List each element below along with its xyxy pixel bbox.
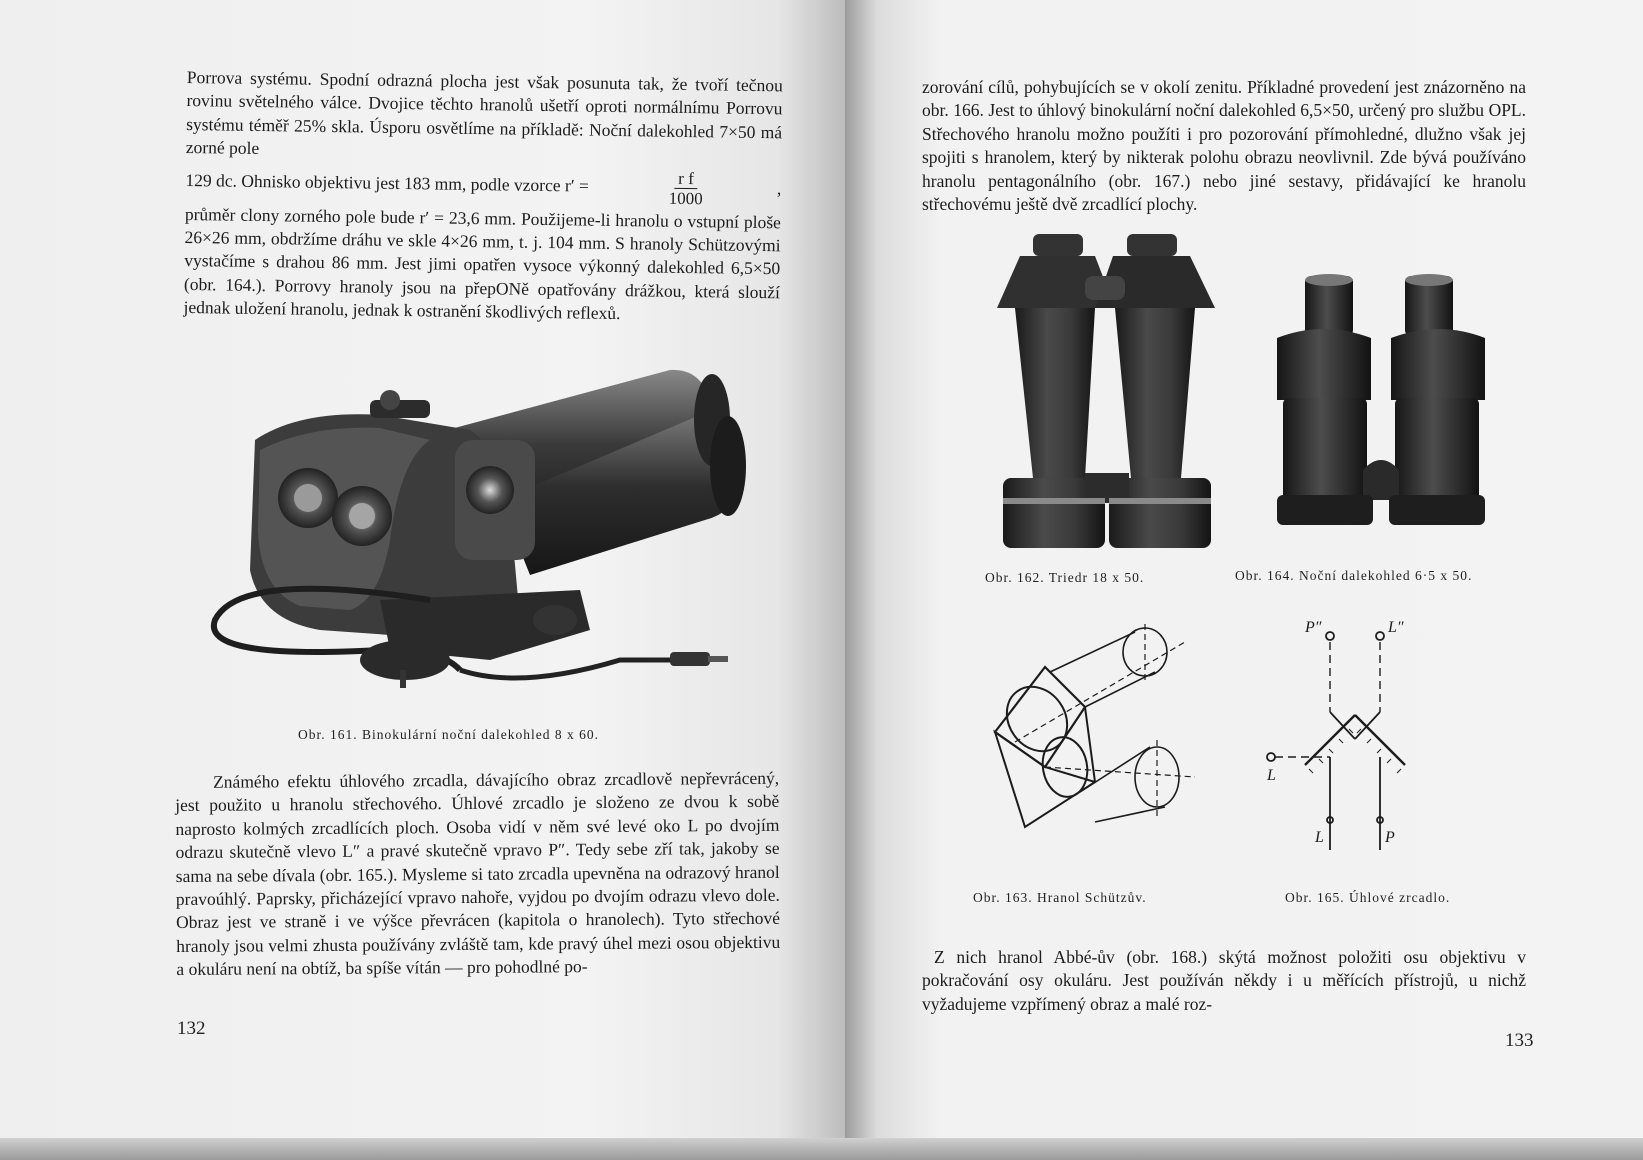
formula-lead: 129 dc. Ohnisko objektivu jest 183 mm, podle vzorce r′ = bbox=[185, 170, 590, 197]
left-bottom-text: Známého efektu úhlového zrcadla, dávajícího obraz zrcadlově nepřevrácený, jest použito u hranolu střechového. Úhlové zrcadlo je složeno ze dvou k sobě naprosto kolmých zrcadlících ploch. Osoba vidí v něm své levé oko L po dvojím odrazu skutečně vlevo L″ a pravé skutečně vpravo P″. Tedy sebe zří tak, jakoby se sama na sebe dívala (obr. 165.). Mysleme si tato zrcadla upevněna na odrazový hranol pravoúhlý. Paprsky, přicházející vpravo nahoře, vyjdou po dvojím odrazu vlevo dole. Obraz jest ve straně i ve výšce převrácen (kapitola o hranolech). Tyto střechové hranoly jsou velmi zhusta používány zvláště tam, kde pravý úhel mezi osou objektivu a okuláru není na obtíž, ba spíše vítán — pro pohodlné po- bbox=[175, 767, 781, 980]
diagram-schutz-prism-163 bbox=[985, 622, 1235, 852]
label-p2: P″ bbox=[1305, 619, 1322, 636]
caption-164: Obr. 164. Noční dalekohled 6·5 x 50. bbox=[1235, 568, 1473, 583]
right-top-text: zorování cílů, pohybujících se v okolí zenitu. Příkladné provedení jest znázorněno na obr. 166. Jest to úhlový binokulární noční dalekohled 6,5×50, určený pro službu OPL. Střechového hranolu možno použíti i pro pozorování přímohledné, dlužno však jej spojiti s hranolem, který by nikterak polohu obrazu neovlivnil. Zde bývá používáno hranolu pentagonálního (obr. 167.) nebo jiné sestavy, přidávající ke hranolu střechovému ještě dvě zrcadlící plochy. bbox=[922, 77, 1526, 215]
right-top-paragraph bbox=[922, 76, 1526, 216]
left-top-text: Porrova systému. Spodní odrazná plocha jest však posunuta tak, že tvoří tečnou rovinu světelného válce. Dvojice těchto hranolů ušetří oproti normálnímu Porrovu systému téměř 25% skla. Úsporu osvětlíme na příkladě: Noční dalekohled 7×50 má zorné pole bbox=[185, 66, 783, 159]
left-bottom-paragraph bbox=[175, 767, 780, 982]
caption-161: Obr. 161. Binokulární noční dalekohled 8 x 60. bbox=[298, 727, 599, 742]
photo-binocular-164 bbox=[1263, 270, 1503, 540]
diagram-angle-mirror-165 bbox=[1267, 619, 1505, 870]
book-bottom-edge bbox=[0, 1138, 1643, 1160]
formula-tail: , bbox=[776, 178, 782, 199]
left-top-paragraph bbox=[183, 66, 782, 328]
formula-line bbox=[185, 162, 781, 209]
caption-163: Obr. 163. Hranol Schützův. bbox=[973, 890, 1147, 905]
formula-denominator: 1000 bbox=[668, 188, 703, 208]
left-top-text-cont: průměr clony zorného pole bude r′ = 23,6 mm. Použijeme-li hranolu o vstupní ploše 26×26 mm, obdržíme dráhu ve skle 4×26 mm, t. j. 104 mm. S hranoly Schützovými vystačíme s drahou 86 mm. Jest jimi opatřen vysoce výkonný dalekohled 6,5×50 (obr. 164.). Porrovy hranoly jsou na přepONě opatřovány drážkou, která slouží jednak uložení hranolu, jednak k ostranění škodlivých reflexů. bbox=[183, 203, 782, 324]
formula-numerator: r f bbox=[674, 168, 698, 188]
caption-165: Obr. 165. Úhlové zrcadlo. bbox=[1285, 890, 1451, 905]
right-bottom-paragraph bbox=[922, 946, 1526, 1016]
caption-162: Obr. 162. Triedr 18 x 50. bbox=[985, 570, 1145, 585]
label-l-side: L bbox=[1267, 767, 1276, 784]
right-page bbox=[845, 0, 1643, 1160]
label-l2: L″ bbox=[1388, 619, 1404, 636]
photo-triedr-162 bbox=[985, 228, 1235, 568]
label-l-bottom: L bbox=[1315, 829, 1324, 846]
photo-binocular-161 bbox=[200, 370, 780, 730]
page-number-left: 132 bbox=[177, 1018, 206, 1039]
formula-fraction bbox=[665, 168, 708, 208]
label-p-bottom: P bbox=[1385, 829, 1395, 846]
page-number-right: 133 bbox=[1505, 1030, 1534, 1051]
right-bottom-text: Z nich hranol Abbé-ův (obr. 168.) skýtá možnost položiti osu objektivu v pokračování osy okuláru. Jest používán někdy i u měřících přístrojů, u nichž vyžadujeme vzpřímený obraz a malé roz- bbox=[922, 947, 1526, 1014]
